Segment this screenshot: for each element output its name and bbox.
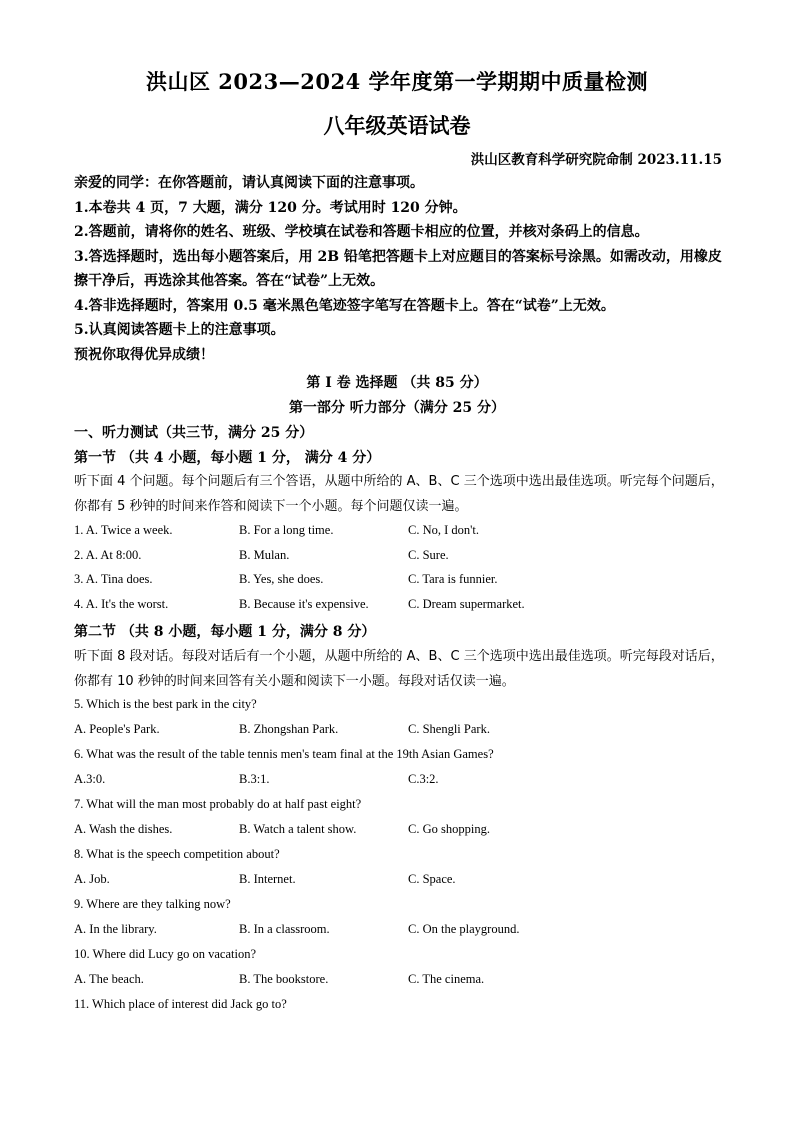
option-c: C. Space. xyxy=(408,872,456,886)
exam-subtitle: 八年级英语试卷 xyxy=(323,113,471,138)
option-c: C. No, I don't. xyxy=(408,523,480,537)
volume-heading: 第 I 卷 选择题 （共 85 分） xyxy=(306,375,488,391)
option-a: A. In the library. xyxy=(74,922,157,936)
question-text: 8. What is the speech competition about? xyxy=(74,847,280,861)
notice-item-4: 4.答非选择题时，答案用 0.5 毫米黑色笔迹签字笔写在答题卡上。答在“试卷”上无效。 xyxy=(74,297,615,314)
question-text: 9. Where are they talking now? xyxy=(74,897,231,911)
option-a: A. People's Park. xyxy=(74,722,160,736)
question-text: 6. What was the result of the table tennis men's team final at the 19th Asian Games? xyxy=(74,747,494,761)
option-a: A. The beach. xyxy=(74,972,144,986)
instructions-text: 听下面 4 个问题。每个问题后有三个答语，从题中所给的 A、B、C 三个选项中选出最佳选项。听完每个问题后，你都有 5 秒钟的时间来作答和阅读下一个小题。每个问题仅读一遍。 xyxy=(74,474,724,514)
option-b: B. Mulan. xyxy=(239,548,290,562)
option-a: 4. A. It's the worst. xyxy=(74,597,169,611)
option-b: B. Because it's expensive. xyxy=(239,597,369,611)
option-b: B. Internet. xyxy=(239,872,296,886)
option-b: B. The bookstore. xyxy=(239,972,329,986)
option-a: A. Job. xyxy=(74,872,110,886)
notice-item-5: 5.认真阅读答题卡上的注意事项。 xyxy=(74,322,285,338)
option-a: A. Wash the dishes. xyxy=(74,822,173,836)
exam-title: 洪山区 2023—2024 学年度第一学期期中质量检测 xyxy=(145,69,648,94)
option-a: 3. A. Tina does. xyxy=(74,572,153,586)
subsection-2-instructions xyxy=(74,644,724,694)
option-c: C. Sure. xyxy=(408,548,449,562)
option-c: C. The cinema. xyxy=(408,972,485,986)
option-a: 1. A. Twice a week. xyxy=(74,523,173,537)
notice-item-3: 3.答选择题时，选出每小题答案后，用 2B 铅笔把答题卡上对应题目的答案标号涂黑。如需改动，用橡皮擦干净后，再选涂其他答案。答在“试卷”上无效。 xyxy=(74,248,722,289)
notice-block xyxy=(74,171,724,367)
option-b: B. Watch a talent show. xyxy=(239,822,357,836)
option-b: B. In a classroom. xyxy=(239,922,330,936)
option-c: C. Shengli Park. xyxy=(408,722,490,736)
notice-greeting: 亲爱的同学：在你答题前，请认真阅读下面的注意事项。 xyxy=(74,175,424,191)
question-text: 11. Which place of interest did Jack go to? xyxy=(74,997,287,1011)
option-c: C. Go shopping. xyxy=(408,822,490,836)
question-text: 7. What will the man most probably do at half past eight? xyxy=(74,797,362,811)
option-c: C. On the playground. xyxy=(408,922,520,936)
option-c: C. Tara is funnier. xyxy=(408,572,498,586)
question-text: 5. Which is the best park in the city? xyxy=(74,697,257,711)
subsection-1-heading: 第一节 （共 4 小题，每小题 1 分， 满分 4 分） xyxy=(74,450,381,466)
issuer-line: 洪山区教育科学研究院命制 2023.11.15 xyxy=(470,152,722,168)
notice-item-1: 1.本卷共 4 页，7 大题，满分 120 分。考试用时 120 分钟。 xyxy=(74,199,467,216)
option-a: 2. A. At 8:00. xyxy=(74,548,142,562)
option-b: B. Yes, she does. xyxy=(239,572,324,586)
option-b: B. Zhongshan Park. xyxy=(239,722,339,736)
option-c: C. Dream supermarket. xyxy=(408,597,525,611)
part-heading: 第一部分 听力部分（满分 25 分） xyxy=(288,400,506,416)
option-c: C.3:2. xyxy=(408,772,439,786)
option-b: B.3:1. xyxy=(239,772,270,786)
instructions-text: 听下面 8 段对话。每段对话后有一个小题，从题中所给的 A、B、C 三个选项中选出最佳选项。听完每段对话后，你都有 10 秒钟的时间来回答有关小题和阅读下一小题。每段对话仅读一遍。 xyxy=(74,649,724,689)
subsection-1-instructions xyxy=(74,469,724,519)
option-b: B. For a long time. xyxy=(239,523,334,537)
subsection-2-heading: 第二节 （共 8 小题，每小题 1 分，满分 8 分） xyxy=(74,624,376,640)
question-text: 10. Where did Lucy go on vacation? xyxy=(74,947,257,961)
section-heading: 一、听力测试（共三节，满分 25 分） xyxy=(74,425,314,441)
option-a: A.3:0. xyxy=(74,772,106,786)
notice-item-2: 2.答题前，请将你的姓名、班级、学校填在试卷和答题卡相应的位置，并核对条码上的信息。 xyxy=(74,224,649,240)
notice-wish: 预祝你取得优异成绩！ xyxy=(74,346,214,363)
